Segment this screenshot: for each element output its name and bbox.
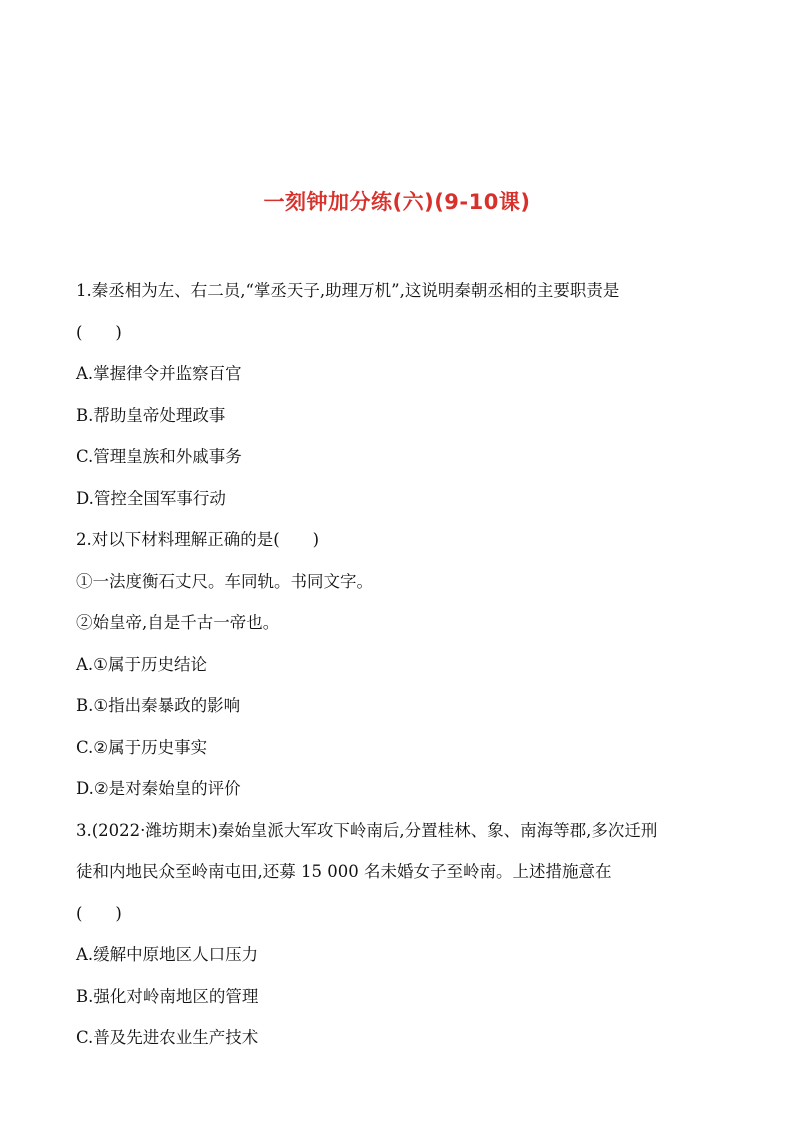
- page-title: 一刻钟加分练(六)(9-10课): [263, 190, 531, 214]
- question-3: [76, 810, 726, 1059]
- question-stem-line-2: 徒和内地民众至岭南屯田,还募 15 000 名未婚女子至岭南。上述措施意在: [76, 862, 612, 881]
- option-b: B.①指出秦暴政的影响: [76, 696, 241, 715]
- question-stem: 2.对以下材料理解正确的是( ): [76, 530, 320, 549]
- option-a: A.掌握律令并监察百官: [76, 364, 242, 383]
- material-2: ②始皇帝,自是千古一帝也。: [76, 613, 280, 632]
- question-stem: 1.秦丞相为左、右二员,“掌丞天子,助理万机”,这说明秦朝丞相的主要职责是: [76, 281, 620, 300]
- option-c: C.②属于历史事实: [76, 737, 208, 757]
- option-b: B.强化对岭南地区的管理: [76, 986, 259, 1006]
- answer-blank: ( ): [76, 903, 122, 923]
- question-1: [76, 270, 726, 519]
- option-a: A.缓解中原地区人口压力: [76, 945, 259, 964]
- option-b: B.帮助皇帝处理政事: [76, 405, 226, 425]
- question-list: [76, 270, 726, 1059]
- option-c: C.管理皇族和外戚事务: [76, 447, 242, 466]
- option-d: D.管控全国军事行动: [76, 488, 226, 508]
- option-c: C.普及先进农业生产技术: [76, 1028, 259, 1047]
- option-d: D.②是对秦始皇的评价: [76, 779, 241, 798]
- answer-blank: ( ): [76, 322, 122, 342]
- option-a: A.①属于历史结论: [76, 654, 207, 674]
- question-2: [76, 519, 726, 810]
- question-stem-line-1: 3.(2022·潍坊期末)秦始皇派大军攻下岭南后,分置桂林、象、南海等郡,多次迁刑: [76, 820, 658, 840]
- material-1: ①一法度衡石丈尺。车同轨。书同文字。: [76, 571, 373, 591]
